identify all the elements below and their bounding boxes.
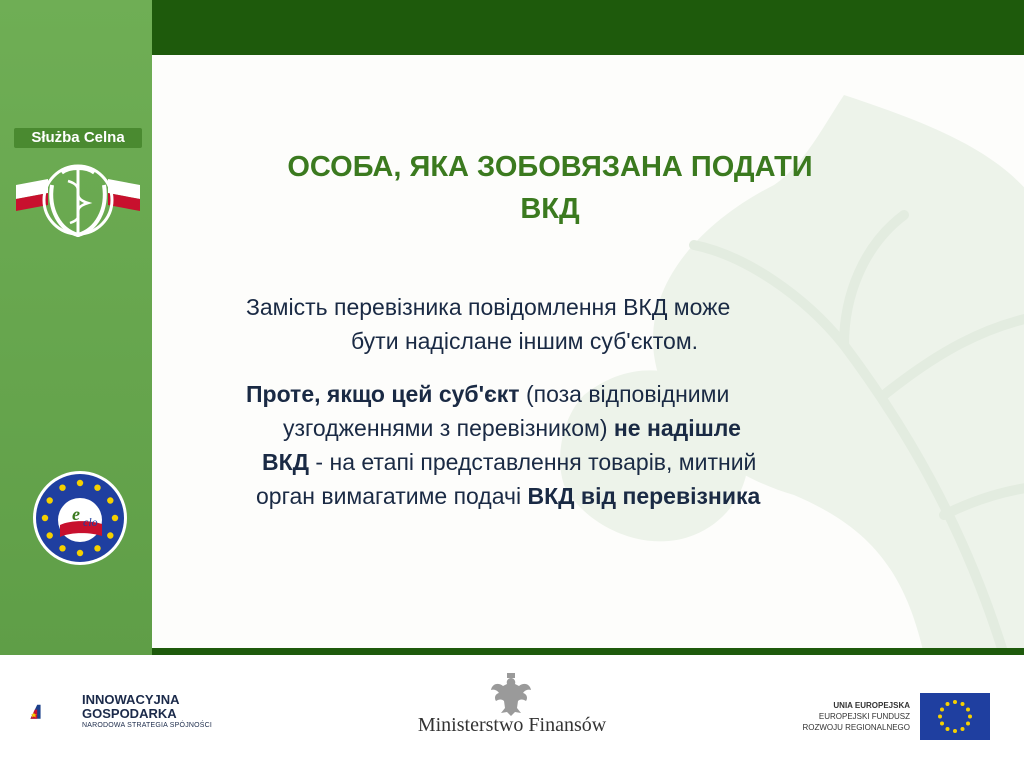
bottom-separator xyxy=(152,648,1024,655)
paragraph-2-text-2: узгодженнями з перевізником) xyxy=(283,415,614,441)
paragraph-2 xyxy=(246,377,906,513)
paragraph-2-line-1 xyxy=(246,377,906,411)
paragraph-1-line-2: бути надіслане іншим суб'єктом. xyxy=(351,328,699,354)
eu-flag-icon xyxy=(920,693,990,740)
paragraph-1-line-1: Замість перевізника повідомлення ВКД може xyxy=(246,294,731,320)
paragraph-1 xyxy=(246,290,866,358)
paragraph-2-bold-subject: Проте, якщо цей суб'єкт xyxy=(246,381,520,407)
paragraph-2-line-4 xyxy=(246,479,906,513)
ig-line-1: INNOWACYJNA xyxy=(82,692,180,707)
ue-line-1: UNIA EUROPEJSKA xyxy=(833,701,910,710)
paragraph-2-line-3 xyxy=(246,445,906,479)
innowacyjna-gospodarka-text xyxy=(82,693,212,731)
sluzba-celna-logo-text: Służba Celna xyxy=(14,128,142,148)
eu-fund-text xyxy=(760,700,910,733)
svg-text:clo: clo xyxy=(83,515,98,529)
top-banner xyxy=(152,0,1024,55)
svg-text:e: e xyxy=(72,504,80,524)
paragraph-2-text-1: (поза відповідними xyxy=(519,381,730,407)
ministerstwo-finansow-text: Ministerstwo Finansów xyxy=(417,714,607,736)
paragraph-2-line-2 xyxy=(246,411,906,445)
ue-line-3: ROZWOJU REGIONALNEGO xyxy=(802,723,910,732)
paragraph-2-bold-not-send: не надішле xyxy=(613,415,741,441)
paragraph-2-bold-from-carrier: ВКД від перевізника xyxy=(527,483,761,509)
ig-line-3: NARODOWA STRATEGIA SPÓJNOŚCI xyxy=(82,722,213,729)
slide-title xyxy=(200,146,900,230)
polish-eagle-icon xyxy=(490,672,532,716)
ig-line-2: GOSPODARKA xyxy=(82,706,177,721)
eu-eclo-badge-icon xyxy=(30,470,130,566)
innowacyjna-gospodarka-logo-icon xyxy=(30,680,78,744)
slide-title-line-1: ОСОБА, ЯКА ЗОБОВЯЗАНА ПОДАТИ xyxy=(287,151,813,183)
paragraph-2-text-4: орган вимагатиме подачі xyxy=(256,483,528,509)
paragraph-2-text-3: - на етапі представлення товарів, митний xyxy=(309,449,757,475)
slide-title-line-2: ВКД xyxy=(520,193,580,225)
paragraph-2-bold-vkd: ВКД xyxy=(262,449,310,475)
ue-line-2: EUROPEJSKI FUNDUSZ xyxy=(818,712,910,721)
